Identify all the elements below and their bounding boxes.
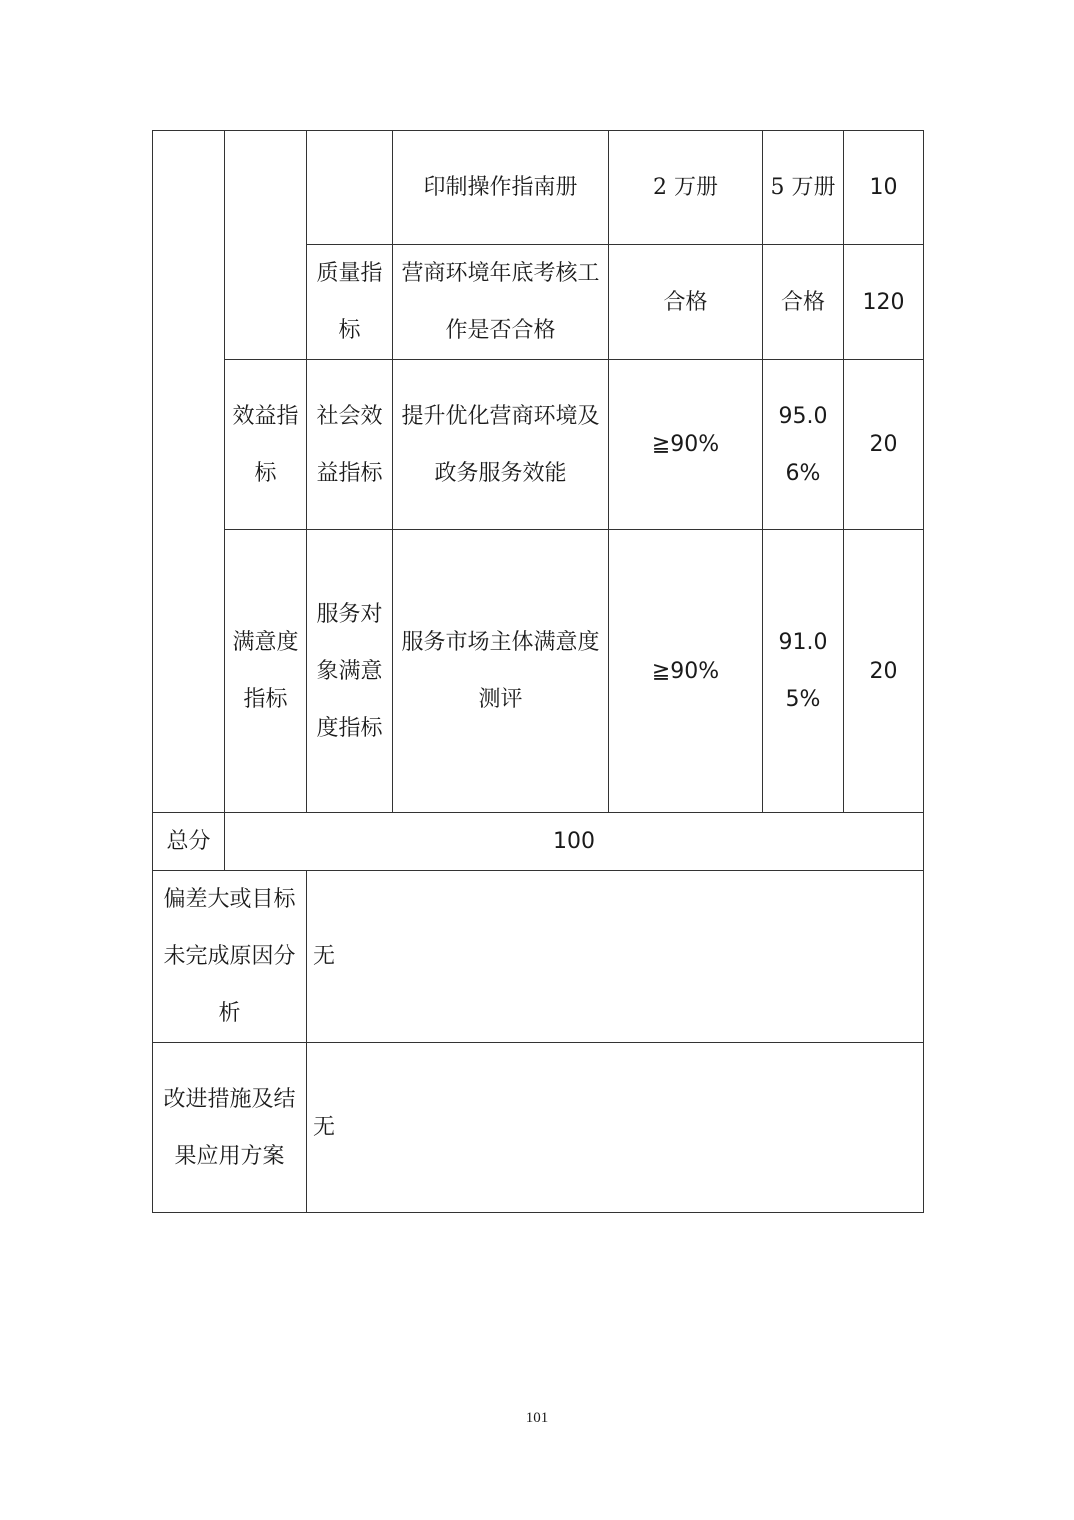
actual-cell: 5 万册 [763,131,844,245]
indicator-cell: 提升优化营商环境及政务服务效能 [393,360,609,530]
subcategory-cell: 质量指标 [307,245,393,360]
deviation-row [153,871,924,1043]
target-cell: 2 万册 [609,131,763,245]
total-value: 100 [225,813,924,871]
target-cell: 合格 [609,245,763,360]
score-cell: 10 [844,131,924,245]
deviation-value: 无 [307,871,924,1043]
indicator-cell: 营商环境年底考核工作是否合格 [393,245,609,360]
indicator-cell: 印制操作指南册 [393,131,609,245]
category-cell: 效益指标 [225,360,307,530]
total-row [153,813,924,871]
total-label: 总分 [153,813,225,871]
target-cell: ≧90% [609,360,763,530]
actual-cell: 91.05% [763,530,844,813]
score-cell: 20 [844,360,924,530]
performance-table [152,130,924,1213]
subcategory-cell: 社会效益指标 [307,360,393,530]
score-cell: 20 [844,530,924,813]
actual-cell: 合格 [763,245,844,360]
category-cell: 满意度指标 [225,530,307,813]
table-row [153,131,924,245]
actual-cell: 95.06% [763,360,844,530]
target-cell: ≧90% [609,530,763,813]
page-number: 101 [525,1410,549,1426]
subcategory-cell: 服务对象满意度指标 [307,530,393,813]
improvement-value: 无 [307,1043,924,1213]
table-row [153,530,924,813]
deviation-label: 偏差大或目标未完成原因分析 [153,871,307,1043]
table-row [153,360,924,530]
improvement-row [153,1043,924,1213]
blank-category-cell [225,131,307,360]
score-cell: 120 [844,245,924,360]
blank-subcategory-cell [307,131,393,245]
blank-outer-cell [153,131,225,813]
indicator-cell: 服务市场主体满意度测评 [393,530,609,813]
improvement-label: 改进措施及结果应用方案 [153,1043,307,1213]
